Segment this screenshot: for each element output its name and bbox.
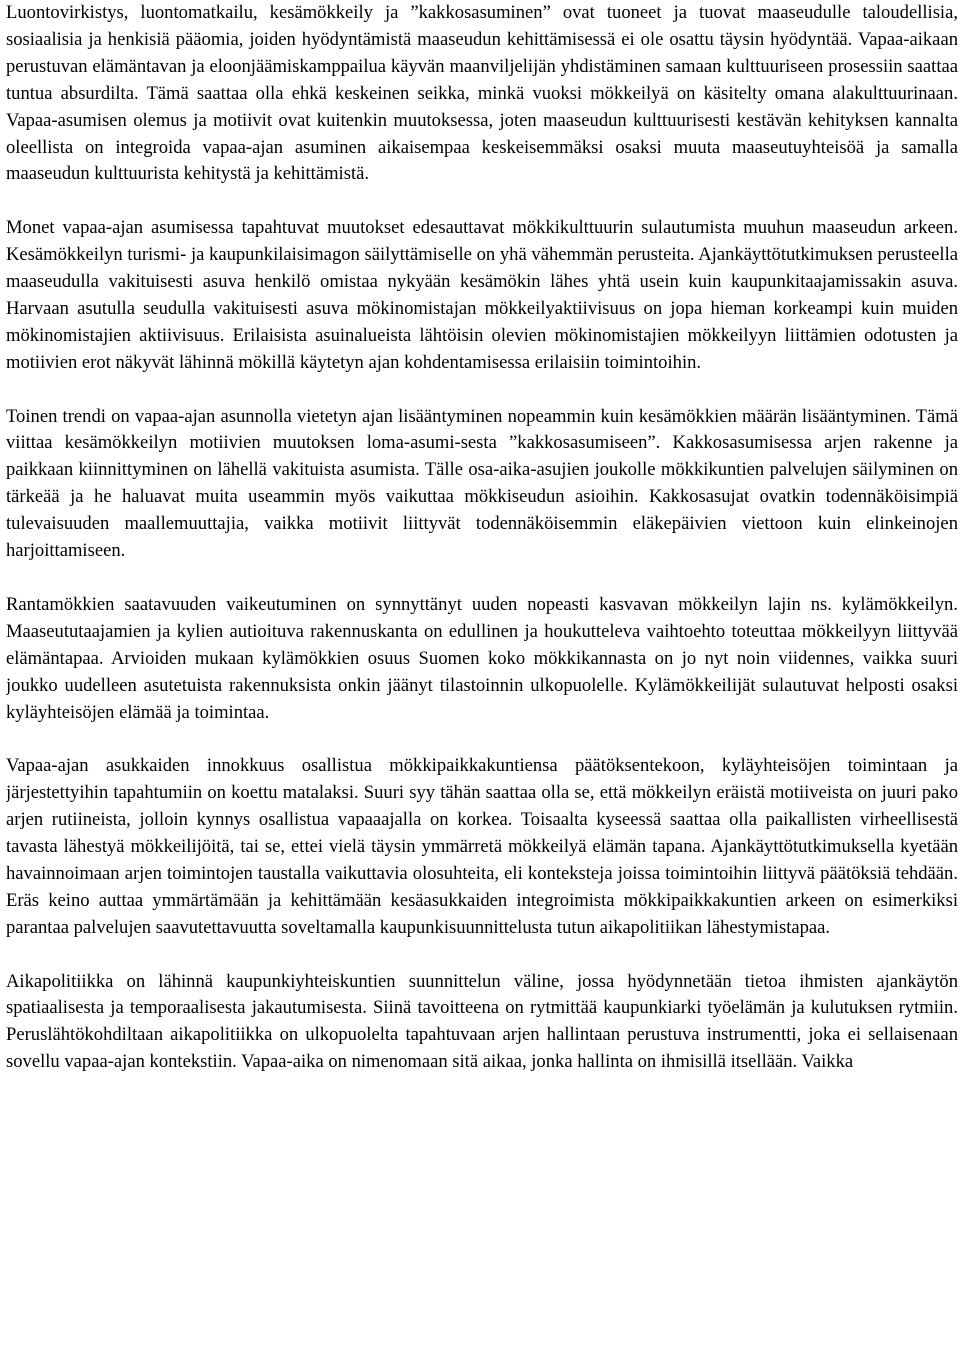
- paragraph-participation-and-time-policy: Vapaa-ajan asukkaiden innokkuus osallistua mökkipaikkakuntiensa päätöksentekoon, kyläyhteisöjen toimintaan ja järjestettyihin tapahtumiin on koettu matalaksi. Suuri syy tähän saattaa olla se, että mökkeilyn eräistä motiiveista on juuri pako arjen rutiineista, jolloin kynnys osallistua vapaaajalla on korkea. Toisaalta kyseessä saattaa olla paikallisten virheellisestä tavasta lähestyä mökkeilijöitä, tai se, ettei vielä täysin ymmärretä mökkeilyä elämän tapana. Ajankäyttötutkimuksella kyetään havainnoimaan arjen toimintojen taustalla vaikuttavia olosuhteita, eli konteksteja joissa toimintoihin liittyvä päätöksiä tehdään. Eräs keino auttaa ymmärtämään ja kehittämään kesäasukkaiden integroimista mökkipaikkakuntien arkeen on esimerkiksi parantaa palvelujen saavutettavuutta soveltamalla kaupunkisuunnittelusta tutun aikapolitiikan lähestymistapaa.: [6, 755, 958, 938]
- paragraph-recreation-and-rural-culture: Luontovirkistys, luontomatkailu, kesämökkeily ja ”kakkosasuminen” ovat tuoneet ja tuovat maaseudulle taloudellisia, sosiaalisia ja henkisiä pääomia, joiden hyödyntämistä maaseudun kehittämisessä ei ole osattu täysin hyödyntää. Vapaa-aikaan perustuvan elämäntavan ja eloonjäämiskamppailua käyvän maanviljelijän yhdistäminen samaan kulttuuriseen prosessiin saattaa tuntua absurdilta. Tämä saattaa olla ehkä keskeinen seikka, minkä vuoksi mökkeilyä on käsitelty omana alakulttuurinaan. Vapaa-asumisen olemus ja motiivit ovat kuitenkin muutoksessa, joten maaseudun kulttuurisesti kestävän kehityksen kannalta oleellista on integroida vapaa-ajan asuminen aikaisempaa keskeisemmäksi osaksi muuta maaseutuyhteisöä ja samalla maaseudun kulttuurista kehitystä ja kehittämistä.: [6, 2, 958, 185]
- paragraph-village-cottages: Rantamökkien saatavuuden vaikeutuminen on synnyttänyt uuden nopeasti kasvavan mökkeilyn lajin ns. kylämökkeilyn. Maaseututaajamien ja kylien autioituva rakennuskanta on edullinen ja houkutteleva vaihtoehto toteuttaa mökkeilyyn liittyvää elämäntapaa. Arvioiden mukaan kylämökkien osuus Suomen koko mökkikannasta on jo nyt noin viidennes, vaikka suuri joukko uudelleen asutetuista rakennuksista onkin jäänyt tilastoinnin ulkopuolelle. Kylämökkeilijät sulautuvat helposti osaksi kyläyhteisöjen elämää ja toimintaa.: [6, 593, 958, 723]
- paragraph-second-home-trend: Toinen trendi on vapaa-ajan asunnolla vietetyn ajan lisääntyminen nopeammin kuin kesämökkien määrän lisääntyminen. Tämä viittaa kesämökkeilyn motiivien muutoksen loma-asumi-sesta ”kakkosasumiseen”. Kakkosasumisessa arjen rakenne ja paikkaan kiinnittyminen on lähellä vakituista asumista. Tälle osa-aika-asujien joukolle mökkikuntien palvelujen säilyminen on tärkeää ja he haluavat muita useammin myös vaikuttaa mökkiseudun asioihin. Kakkosasujat ovatkin todennäköisimpiä tulevaisuuden maallemuuttajia, vaikka motiivit liittyvät todennäköisemmin eläkepäivien viettoon kuin elinkeinojen harjoittamiseen.: [6, 405, 958, 562]
- paragraph-time-policy: Aikapolitiikka on lähinnä kaupunkiyhteiskuntien suunnittelun väline, jossa hyödynnetään tietoa ihmisten ajankäytön spatiaalisesta ja temporaalisesta jakautumisesta. Siinä tavoitteena on rytmittää kaupunkiarki työelämän ja kulutuksen rytmiin. Peruslähtökohdiltaan aikapolitiikka on ulkopuolelta tapahtuvaan arjen hallintaan perustuva instrumentti, joka ei sellaisenaan sovellu vapaa-ajan kontekstiin. Vapaa-aika on nimenomaan sitä aikaa, jonka hallinta on ihmisillä itsellään. Vaikka: [6, 970, 958, 1073]
- document-page: [6, 0, 958, 1366]
- paragraph-cottage-culture-merging: Monet vapaa-ajan asumisessa tapahtuvat muutokset edesauttavat mökkikulttuurin sulautumista muuhun maaseudun arkeen. Kesämökkeilyn turismi- ja kaupunkilaisimagon säilyttämiselle on yhä vähemmän perusteita. Ajankäyttötutkimuksen perusteella maaseudulla vakituisesti asuva henkilö omistaa nykyään kesämökin lähes yhtä usein kuin kaupunkitaajamissakin asuva. Harvaan asutulla seudulla vakituisesti asuva mökinomistajan mökkeilyaktiivisuus on jopa hieman korkeampi kuin muiden mökinomistajien aktiivisuus. Erilaisista asuinalueista lähtöisin olevien mökinomistajien mökkeilyyn liittämien odotusten ja motiivien erot näkyvät lähinnä mökillä käytetyn ajan kohdentamisessa erilaisiin toimintoihin.: [6, 217, 958, 373]
